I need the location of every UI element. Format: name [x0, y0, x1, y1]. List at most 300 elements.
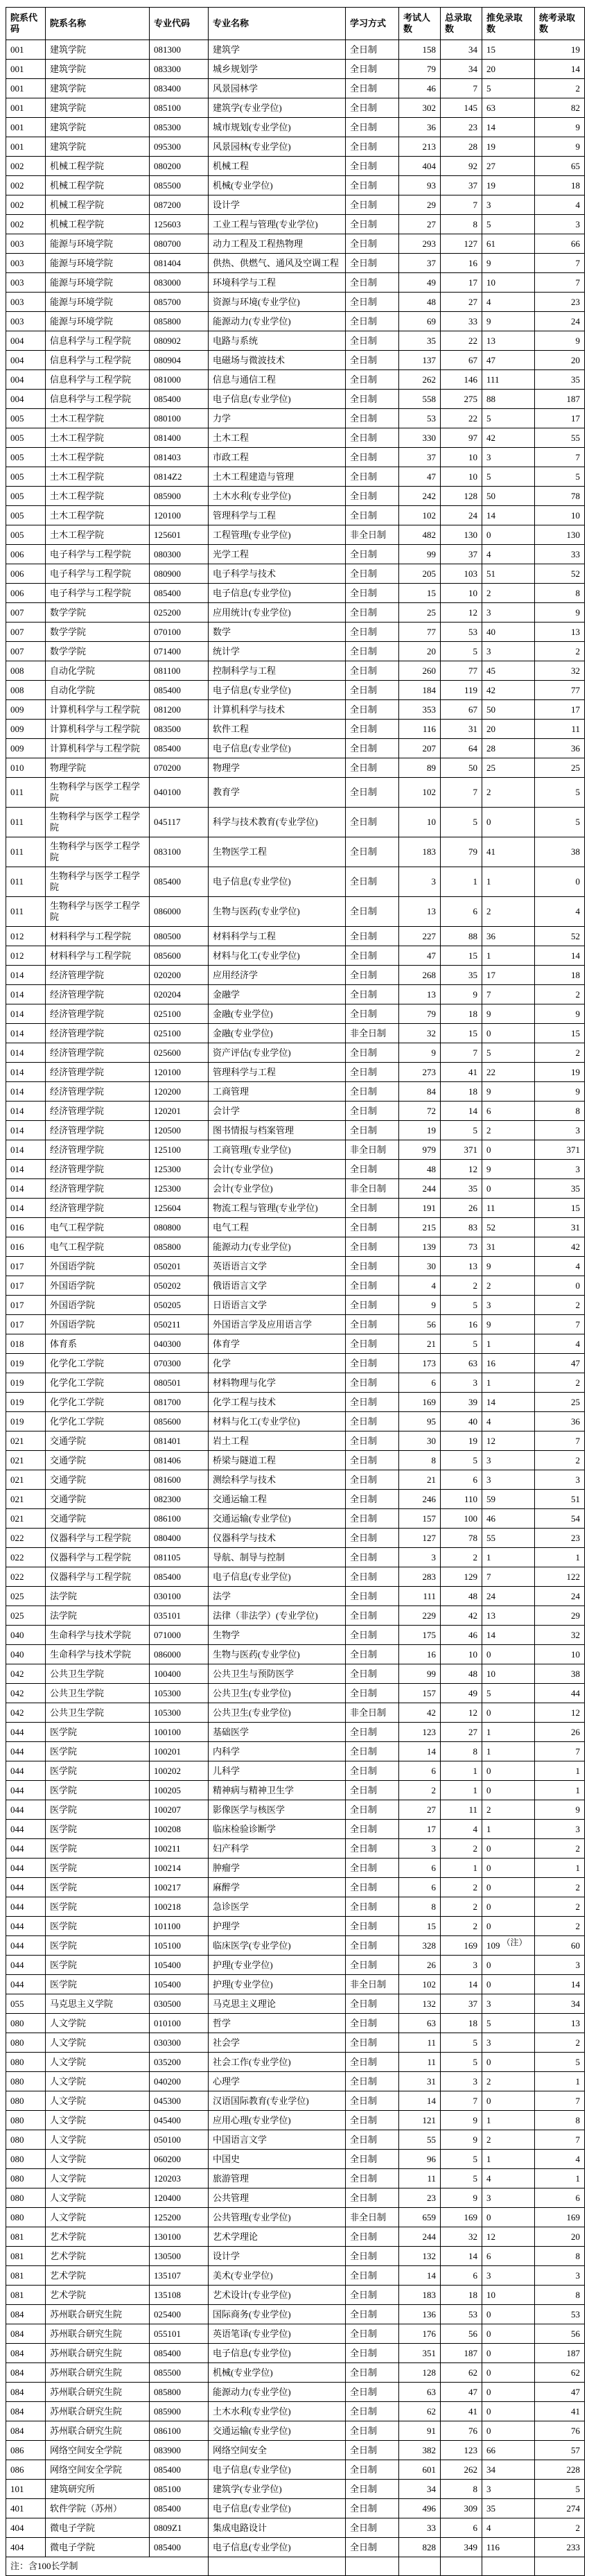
table-row [6, 1102, 585, 1121]
cell-major_code: 120100 [150, 1063, 209, 1082]
table-row [6, 2383, 585, 2402]
cell-dept_name: 医学院 [46, 1761, 150, 1781]
cell-major_code: 085700 [150, 293, 209, 312]
cell-tuimian_admit: 9 [482, 1004, 535, 1024]
cell-total_admit: 15 [441, 1024, 482, 1043]
table-row [6, 808, 585, 837]
table-row [6, 1936, 585, 1956]
cell-dept_code: 081 [6, 2247, 46, 2266]
cell-tuimian_admit: 22 [482, 1063, 535, 1082]
cell-total_admit: 7 [441, 1043, 482, 1063]
cell-tongkao_admit: 47 [535, 1354, 585, 1373]
cell-tuimian_admit: 41 [482, 837, 535, 867]
cell-dept_name: 医学院 [46, 1936, 150, 1956]
cell-tongkao_admit: 187 [535, 2344, 585, 2363]
cell-major_name: 机械工程 [209, 157, 346, 176]
table-row [6, 739, 585, 758]
cell-study_mode: 全日制 [346, 176, 399, 195]
cell-study_mode: 全日制 [346, 1936, 399, 1956]
cell-study_mode: 全日制 [346, 448, 399, 467]
cell-tuimian_admit: 0 [482, 1859, 535, 1878]
cell-major_name: 旅游管理 [209, 2169, 346, 2188]
cell-dept_name: 苏州联合研究生院 [46, 2421, 150, 2441]
cell-tuimian_admit: 5 [482, 1043, 535, 1063]
cell-major_name: 会计(专业学位) [209, 1179, 346, 1199]
cell-major_name: 能源动力(专业学位) [209, 2383, 346, 2402]
cell-dept_code: 017 [6, 1296, 46, 1315]
cell-tongkao_admit: 0 [535, 867, 585, 897]
cell-major_code: 100201 [150, 1742, 209, 1761]
cell-total_admit: 10 [441, 448, 482, 467]
cell-dept_code: 044 [6, 1956, 46, 1975]
cell-dept_code: 042 [6, 1684, 46, 1703]
cell-major_code: 035200 [150, 2053, 209, 2072]
cell-major_code: 010100 [150, 2014, 209, 2033]
cell-major_name: 电子信息(专业学位) [209, 2344, 346, 2363]
cell-study_mode: 全日制 [346, 2053, 399, 2072]
cell-dept_code: 008 [6, 661, 46, 681]
cell-exam_count: 205 [399, 564, 441, 584]
cell-study_mode: 全日制 [346, 1490, 399, 1509]
cell-tuimian_admit: 5 [482, 409, 535, 428]
cell-tongkao_admit: 7 [535, 273, 585, 293]
cell-dept_code: 017 [6, 1257, 46, 1276]
cell-dept_name: 自动化学院 [46, 661, 150, 681]
cell-study_mode: 全日制 [346, 2383, 399, 2402]
column-header-dept_code: 院系代码 [6, 8, 46, 40]
cell-study_mode: 全日制 [346, 40, 399, 60]
cell-exam_count: 20 [399, 642, 441, 661]
cell-tuimian_admit: 10 [482, 2286, 535, 2305]
cell-study_mode: 全日制 [346, 1839, 399, 1859]
cell-study_mode: 全日制 [346, 758, 399, 778]
cell-exam_count: 128 [399, 2363, 441, 2383]
cell-tuimian_admit: 2 [482, 778, 535, 808]
cell-tongkao_admit: 7 [535, 2130, 585, 2150]
cell-dept_code: 002 [6, 176, 46, 195]
cell-major_code: 135108 [150, 2286, 209, 2305]
cell-major_name: 材料与化工(专业学位) [209, 1412, 346, 1431]
cell-major_code: 083900 [150, 2441, 209, 2460]
cell-tuimian_admit: 1 [482, 1334, 535, 1354]
cell-study_mode: 全日制 [346, 2480, 399, 2499]
cell-tongkao_admit: 23 [535, 293, 585, 312]
cell-tongkao_admit: 3 [535, 1121, 585, 1140]
cell-major_name: 统计学 [209, 642, 346, 661]
cell-study_mode: 全日制 [346, 1800, 399, 1820]
cell-study_mode: 全日制 [346, 897, 399, 927]
cell-major_name: 护理学 [209, 1917, 346, 1936]
cell-tuimian_admit: 55 [482, 1529, 535, 1548]
cell-tuimian_admit: 47 [482, 351, 535, 370]
table-row [6, 1257, 585, 1276]
cell-exam_count: 11 [399, 2169, 441, 2188]
cell-exam_count: 33 [399, 2518, 441, 2538]
cell-study_mode: 全日制 [346, 2305, 399, 2324]
cell-study_mode: 全日制 [346, 293, 399, 312]
table-row [6, 1587, 585, 1606]
table-row [6, 506, 585, 525]
table-body [6, 40, 585, 2557]
table-row [6, 1063, 585, 1082]
cell-tongkao_admit: 11 [535, 720, 585, 739]
cell-total_admit: 103 [441, 564, 482, 584]
cell-dept_code: 004 [6, 331, 46, 351]
cell-dept_code: 005 [6, 409, 46, 428]
cell-tongkao_admit: 2 [535, 1451, 585, 1470]
cell-exam_count: 157 [399, 1509, 441, 1529]
cell-major_name: 生物学 [209, 1626, 346, 1645]
table-row [6, 79, 585, 98]
cell-major_name: 工商管理(专业学位) [209, 1140, 346, 1160]
table-row [6, 1742, 585, 1761]
cell-major_name: 应用心理(专业学位) [209, 2111, 346, 2130]
cell-dept_code: 001 [6, 60, 46, 79]
cell-dept_name: 网络空间安全学院 [46, 2460, 150, 2480]
cell-major_name: 艺术学理论 [209, 2227, 346, 2247]
cell-tuimian_admit: 4 [482, 2518, 535, 2538]
cell-tuimian_admit: 3 [482, 1994, 535, 2014]
cell-dept_code: 014 [6, 1063, 46, 1082]
cell-dept_name: 能源与环境学院 [46, 254, 150, 273]
cell-major_code: 081400 [150, 428, 209, 448]
cell-major_name: 中国史 [209, 2150, 346, 2169]
cell-total_admit: 17 [441, 273, 482, 293]
cell-total_admit: 19 [441, 1431, 482, 1451]
cell-dept_name: 医学院 [46, 1781, 150, 1800]
cell-exam_count: 246 [399, 1490, 441, 1509]
cell-dept_name: 艺术学院 [46, 2227, 150, 2247]
cell-tuimian_admit: 42 [482, 428, 535, 448]
cell-total_admit: 12 [441, 603, 482, 623]
cell-exam_count: 404 [399, 157, 441, 176]
cell-tuimian_admit: 0 [482, 525, 535, 545]
table-row [6, 1878, 585, 1897]
cell-dept_code: 044 [6, 1781, 46, 1800]
table-row [6, 778, 585, 808]
table-row [6, 40, 585, 60]
cell-tongkao_admit: 8 [535, 2286, 585, 2305]
cell-tongkao_admit: 82 [535, 98, 585, 118]
cell-total_admit: 18 [441, 2286, 482, 2305]
cell-dept_name: 经济管理学院 [46, 1160, 150, 1179]
cell-tongkao_admit: 2 [535, 1878, 585, 1897]
table-row [6, 2227, 585, 2247]
cell-dept_code: 055 [6, 1994, 46, 2014]
cell-major_code: 080902 [150, 331, 209, 351]
cell-major_code: 125100 [150, 1140, 209, 1160]
cell-dept_code: 001 [6, 79, 46, 98]
cell-dept_name: 人文学院 [46, 2053, 150, 2072]
table-row [6, 1626, 585, 1645]
cell-dept_name: 苏州联合研究生院 [46, 2344, 150, 2363]
cell-major_name: 能源动力(专业学位) [209, 1237, 346, 1257]
cell-major_name: 日语语言文学 [209, 1296, 346, 1315]
cell-dept_name: 计算机科学与工程学院 [46, 739, 150, 758]
cell-major_name: 生物与医药(专业学位) [209, 1645, 346, 1664]
cell-tongkao_admit: 31 [535, 1218, 585, 1237]
cell-exam_count: 3 [399, 867, 441, 897]
cell-tongkao_admit: 9 [535, 1082, 585, 1102]
cell-tongkao_admit: 56 [535, 2324, 585, 2344]
cell-study_mode: 全日制 [346, 1781, 399, 1800]
cell-total_admit: 110 [441, 1490, 482, 1509]
cell-tuimian_admit: 9 [482, 1315, 535, 1334]
cell-total_admit: 24 [441, 506, 482, 525]
cell-tongkao_admit: 55 [535, 428, 585, 448]
cell-tuimian_admit: 4 [482, 545, 535, 564]
cell-tongkao_admit: 17 [535, 409, 585, 428]
cell-total_admit: 16 [441, 1315, 482, 1334]
cell-tongkao_admit: 10 [535, 1645, 585, 1664]
cell-tongkao_admit: 15 [535, 1024, 585, 1043]
cell-major_name: 交通运输(专业学位) [209, 1509, 346, 1529]
cell-tongkao_admit: 57 [535, 2441, 585, 2460]
cell-major_code: 085800 [150, 312, 209, 331]
cell-dept_name: 土木工程学院 [46, 428, 150, 448]
cell-tongkao_admit: 9 [535, 603, 585, 623]
cell-exam_count: 158 [399, 40, 441, 60]
cell-total_admit: 309 [441, 2499, 482, 2518]
cell-major_code: 070100 [150, 623, 209, 642]
cell-dept_name: 建筑学院 [46, 40, 150, 60]
cell-dept_code: 044 [6, 1820, 46, 1839]
cell-dept_code: 014 [6, 1121, 46, 1140]
cell-major_code: 120200 [150, 1082, 209, 1102]
table-row [6, 1723, 585, 1742]
cell-tongkao_admit: 14 [535, 60, 585, 79]
cell-total_admit: 37 [441, 176, 482, 195]
cell-tongkao_admit: 2 [535, 642, 585, 661]
cell-dept_code: 404 [6, 2518, 46, 2538]
cell-major_name: 风景园林学 [209, 79, 346, 98]
cell-dept_code: 014 [6, 1102, 46, 1121]
cell-major_name: 电子信息(专业学位) [209, 584, 346, 603]
cell-major_name: 哲学 [209, 2014, 346, 2033]
cell-dept_name: 医学院 [46, 1839, 150, 1859]
cell-dept_name: 能源与环境学院 [46, 293, 150, 312]
table-row [6, 157, 585, 176]
cell-tongkao_admit: 65 [535, 157, 585, 176]
cell-exam_count: 4 [399, 1276, 441, 1296]
cell-major_name: 城市规划(专业学位) [209, 118, 346, 137]
cell-total_admit: 3 [441, 1373, 482, 1393]
cell-major_name: 工商管理 [209, 1082, 346, 1102]
cell-major_name: 交通运输(专业学位) [209, 2421, 346, 2441]
cell-dept_code: 005 [6, 448, 46, 467]
cell-exam_count: 659 [399, 2208, 441, 2227]
cell-exam_count: 6 [399, 1878, 441, 1897]
cell-major_code: 085400 [150, 2538, 209, 2557]
cell-exam_count: 558 [399, 390, 441, 409]
cell-dept_name: 网络空间安全学院 [46, 2441, 150, 2460]
cell-major_code: 100218 [150, 1897, 209, 1917]
cell-total_admit: 48 [441, 1587, 482, 1606]
cell-dept_name: 生命科学与技术学院 [46, 1626, 150, 1645]
cell-tuimian_admit: 3 [482, 2188, 535, 2208]
cell-dept_code: 042 [6, 1664, 46, 1684]
cell-tongkao_admit: 3 [535, 1956, 585, 1975]
cell-major_code: 125601 [150, 525, 209, 545]
cell-major_name: 妇产科学 [209, 1839, 346, 1859]
cell-dept_code: 005 [6, 506, 46, 525]
cell-dept_code: 044 [6, 1723, 46, 1742]
cell-major_code: 045400 [150, 2111, 209, 2130]
cell-major_name: 导航、制导与控制 [209, 1548, 346, 1567]
cell-dept_name: 医学院 [46, 1917, 150, 1936]
cell-total_admit: 31 [441, 720, 482, 739]
cell-tuimian_admit: 50 [482, 700, 535, 720]
footnote-empty-cell [346, 2557, 399, 2576]
cell-dept_name: 信息科学与工程学院 [46, 390, 150, 409]
cell-dept_code: 084 [6, 2324, 46, 2344]
column-header-total_admit: 总录取数 [441, 8, 482, 40]
cell-major_name: 控制科学与工程 [209, 661, 346, 681]
cell-exam_count: 351 [399, 2344, 441, 2363]
cell-tuimian_admit: 4 [482, 2169, 535, 2188]
cell-major_name: 法学 [209, 1587, 346, 1606]
cell-major_code: 020200 [150, 966, 209, 985]
cell-study_mode: 全日制 [346, 966, 399, 985]
cell-exam_count: 169 [399, 1393, 441, 1412]
cell-study_mode: 全日制 [346, 2363, 399, 2383]
table-row [6, 1917, 585, 1936]
cell-tongkao_admit: 8 [535, 584, 585, 603]
cell-tuimian_admit: 20 [482, 720, 535, 739]
cell-exam_count: 102 [399, 778, 441, 808]
cell-major_name: 机械(专业学位) [209, 176, 346, 195]
table-row [6, 1509, 585, 1529]
cell-total_admit: 169 [441, 1936, 482, 1956]
cell-major_name: 动力工程及工程热物理 [209, 234, 346, 254]
cell-major_code: 020204 [150, 985, 209, 1004]
cell-tuimian_admit: 35 [482, 2499, 535, 2518]
cell-major_code: 120100 [150, 506, 209, 525]
table-row [6, 946, 585, 966]
cell-dept_name: 生物科学与医学工程学院 [46, 778, 150, 808]
cell-tongkao_admit: 18 [535, 176, 585, 195]
cell-dept_code: 014 [6, 1043, 46, 1063]
cell-exam_count: 30 [399, 1431, 441, 1451]
cell-major_code: 045300 [150, 2091, 209, 2111]
cell-dept_name: 马克思主义学院 [46, 1994, 150, 2014]
cell-tongkao_admit: 20 [535, 351, 585, 370]
table-row [6, 176, 585, 195]
cell-dept_name: 建筑学院 [46, 79, 150, 98]
cell-exam_count: 11 [399, 2053, 441, 2072]
cell-tuimian_admit: 12 [482, 2227, 535, 2247]
cell-study_mode: 全日制 [346, 2460, 399, 2480]
cell-major_name: 应用统计(专业学位) [209, 603, 346, 623]
cell-dept_code: 012 [6, 927, 46, 946]
cell-exam_count: 9 [399, 1043, 441, 1063]
cell-major_code: 083000 [150, 273, 209, 293]
cell-tuimian_admit: 59 [482, 1490, 535, 1509]
cell-tongkao_admit: 54 [535, 1509, 585, 1529]
cell-dept_code: 011 [6, 897, 46, 927]
cell-major_name: 电气工程 [209, 1218, 346, 1237]
cell-dept_code: 084 [6, 2344, 46, 2363]
cell-tongkao_admit: 14 [535, 1975, 585, 1994]
cell-study_mode: 全日制 [346, 254, 399, 273]
cell-dept_name: 土木工程学院 [46, 448, 150, 467]
cell-major_code: 085400 [150, 739, 209, 758]
cell-major_code: 085100 [150, 2480, 209, 2499]
cell-total_admit: 187 [441, 2344, 482, 2363]
cell-major_code: 081105 [150, 1548, 209, 1567]
cell-study_mode: 全日制 [346, 273, 399, 293]
cell-major_name: 资产评估(专业学位) [209, 1043, 346, 1063]
column-header-dept_name: 院系名称 [46, 8, 150, 40]
cell-study_mode: 全日制 [346, 1529, 399, 1548]
cell-major_code: 080904 [150, 351, 209, 370]
cell-tuimian_admit: 109 （注） [482, 1936, 535, 1956]
cell-tuimian_admit: 3 [482, 448, 535, 467]
table-row [6, 215, 585, 234]
cell-dept_code: 084 [6, 2402, 46, 2421]
cell-major_code: 050202 [150, 1276, 209, 1296]
cell-exam_count: 328 [399, 1936, 441, 1956]
cell-major_name: 护理(专业学位) [209, 1975, 346, 1994]
cell-major_name: 护理(专业学位) [209, 1956, 346, 1975]
cell-tongkao_admit: 62 [535, 2363, 585, 2383]
cell-tuimian_admit: 3 [482, 2266, 535, 2286]
cell-dept_code: 044 [6, 1897, 46, 1917]
cell-total_admit: 46 [441, 1626, 482, 1645]
cell-dept_name: 土木工程学院 [46, 467, 150, 487]
cell-major_name: 仪器科学与技术 [209, 1529, 346, 1548]
cell-major_code: 085500 [150, 176, 209, 195]
cell-exam_count: 14 [399, 2091, 441, 2111]
cell-dept_code: 001 [6, 137, 46, 157]
cell-study_mode: 全日制 [346, 1043, 399, 1063]
cell-dept_name: 艺术学院 [46, 2247, 150, 2266]
cell-major_name: 光学工程 [209, 545, 346, 564]
cell-exam_count: 136 [399, 2305, 441, 2324]
cell-exam_count: 183 [399, 837, 441, 867]
cell-exam_count: 35 [399, 331, 441, 351]
cell-study_mode: 全日制 [346, 2072, 399, 2091]
cell-major_code: 081600 [150, 1470, 209, 1490]
cell-exam_count: 63 [399, 2014, 441, 2033]
cell-dept_name: 建筑学院 [46, 98, 150, 118]
cell-tuimian_admit: 52 [482, 1218, 535, 1237]
cell-total_admit: 128 [441, 487, 482, 506]
cell-dept_name: 人文学院 [46, 2169, 150, 2188]
cell-exam_count: 127 [399, 1529, 441, 1548]
cell-total_admit: 27 [441, 1723, 482, 1742]
cell-tuimian_admit: 13 [482, 1606, 535, 1626]
cell-total_admit: 7 [441, 2091, 482, 2111]
table-row [6, 661, 585, 681]
cell-dept_name: 人文学院 [46, 2072, 150, 2091]
cell-tongkao_admit: 18 [535, 966, 585, 985]
cell-exam_count: 139 [399, 1237, 441, 1257]
cell-major_code: 105300 [150, 1703, 209, 1723]
cell-study_mode: 全日制 [346, 681, 399, 700]
cell-dept_name: 苏州联合研究生院 [46, 2363, 150, 2383]
cell-study_mode: 全日制 [346, 1994, 399, 2014]
table-row [6, 1897, 585, 1917]
cell-study_mode: 全日制 [346, 2344, 399, 2363]
cell-major_name: 材料科学与工程 [209, 927, 346, 946]
cell-total_admit: 18 [441, 2014, 482, 2033]
table-row [6, 985, 585, 1004]
cell-study_mode: 全日制 [346, 2441, 399, 2460]
cell-study_mode: 全日制 [346, 1296, 399, 1315]
cell-major_code: 100217 [150, 1878, 209, 1897]
cell-exam_count: 244 [399, 1179, 441, 1199]
